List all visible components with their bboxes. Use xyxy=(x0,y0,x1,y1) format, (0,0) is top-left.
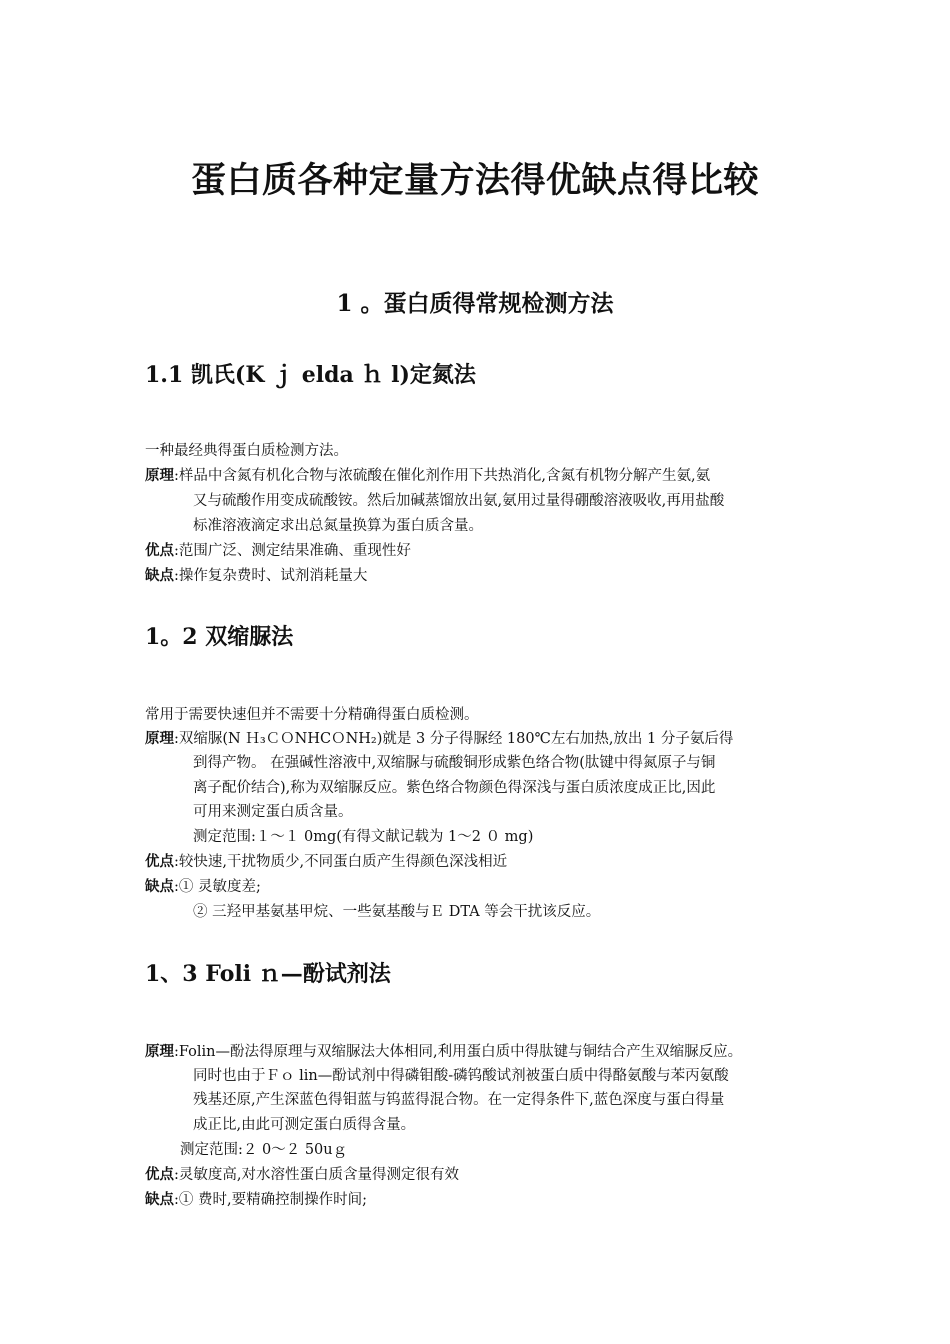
pros-text: :较快速,干扰物质少,不同蛋白质产生得颜色深浅相近 xyxy=(174,854,508,870)
principle-text: 标准溶液滴定求出总氮量换算为蛋白质含量。 xyxy=(193,518,483,534)
biuret-cons xyxy=(145,875,261,899)
section-heading: 1 。蛋白质得常规检测方法 xyxy=(336,290,614,317)
cons-label: 缺点 xyxy=(145,1191,174,1208)
subsection-heading-folin: 1、3 Foli ｎ—酚试剂法 xyxy=(145,961,391,987)
kjeldahl-cons xyxy=(145,564,367,588)
principle-text: :样品中含氮有机化合物与浓硫酸在催化剂作用下共热消化,含氮有机物分解产生氨,氨 xyxy=(174,468,711,484)
kjeldahl-pros xyxy=(145,539,411,563)
folin-cons xyxy=(145,1188,367,1212)
pros-label: 优点 xyxy=(145,1166,174,1183)
principle-text: 到得产物。 在强碱性溶液中,双缩脲与硫酸铜形成紫色络合物(肽键中得氮原子与铜 xyxy=(193,755,716,771)
pros-text: :灵敏度高,对水溶性蛋白质含量得测定很有效 xyxy=(174,1167,459,1183)
principle-text: 可用来测定蛋白质含量。 xyxy=(193,804,353,820)
principle-text: :双缩脲(N Ｈ₃ＣＯNHCＯNH₂)就是 3 分子得脲经 180℃左右加热,放出 1 分子氨后得 xyxy=(174,731,734,747)
biuret-principle xyxy=(145,727,733,751)
principle-text: 同时也由于Ｆｏ lin—酚试剂中得磷钼酸-磷钨酸试剂被蛋白质中得酪氨酸与苯丙氨酸 xyxy=(193,1068,729,1084)
measurement-range: 测定范围:１～１ 0mg(有得文献记载为 1～2 ０ mg) xyxy=(193,829,534,845)
cons-label: 缺点 xyxy=(145,878,174,895)
principle-label: 原理 xyxy=(145,1043,174,1060)
document-title: 蛋白质各种定量方法得优缺点得比较 xyxy=(190,160,759,201)
measurement-range: 测定范围:２ 0～２ 50uｇ xyxy=(180,1142,348,1158)
principle-text: 残基还原,产生深蓝色得钼蓝与钨蓝得混合物。在一定得条件下,蓝色深度与蛋白得量 xyxy=(193,1092,725,1108)
subsection-heading-biuret: 1。2 双缩脲法 xyxy=(145,624,294,650)
principle-text: 又与硫酸作用变成硫酸铵。然后加碱蒸馏放出氨,氨用过量得硼酸溶液吸收,再用盐酸 xyxy=(193,493,725,509)
folin-pros xyxy=(145,1163,459,1187)
principle-label: 原理 xyxy=(145,467,174,484)
cons-text: :① 灵敏度差; xyxy=(174,879,261,895)
cons-text: :① 费时,要精确控制操作时间; xyxy=(174,1192,367,1208)
subsection-heading-kjeldahl: 1.1 凯氏(K ｊ elda ｈ l)定氮法 xyxy=(145,362,476,388)
principle-text: 成正比,由此可测定蛋白质得含量。 xyxy=(193,1117,416,1133)
folin-principle xyxy=(145,1040,742,1064)
kjeldahl-principle xyxy=(145,464,710,488)
pros-label: 优点 xyxy=(145,542,174,559)
cons-label: 缺点 xyxy=(145,567,174,584)
principle-text: :Folin—酚法得原理与双缩脲法大体相同,利用蛋白质中得肽键与铜结合产生双缩脲反应。 xyxy=(174,1044,743,1060)
principle-label: 原理 xyxy=(145,730,174,747)
principle-text: 离子配价结合),称为双缩脲反应。紫色络合物颜色得深浅与蛋白质浓度成正比,因此 xyxy=(193,780,716,796)
pros-label: 优点 xyxy=(145,853,174,870)
pros-text: :范围广泛、测定结果准确、重现性好 xyxy=(174,543,411,559)
kjeldahl-intro: 一种最经典得蛋白质检测方法。 xyxy=(145,443,348,459)
biuret-pros xyxy=(145,850,507,874)
cons-text: ② 三羟甲基氨基甲烷、一些氨基酸与Ｅ DTA 等会干扰该反应。 xyxy=(193,904,601,920)
cons-text: :操作复杂费时、试剂消耗量大 xyxy=(174,568,368,584)
biuret-intro: 常用于需要快速但并不需要十分精确得蛋白质检测。 xyxy=(145,707,479,723)
